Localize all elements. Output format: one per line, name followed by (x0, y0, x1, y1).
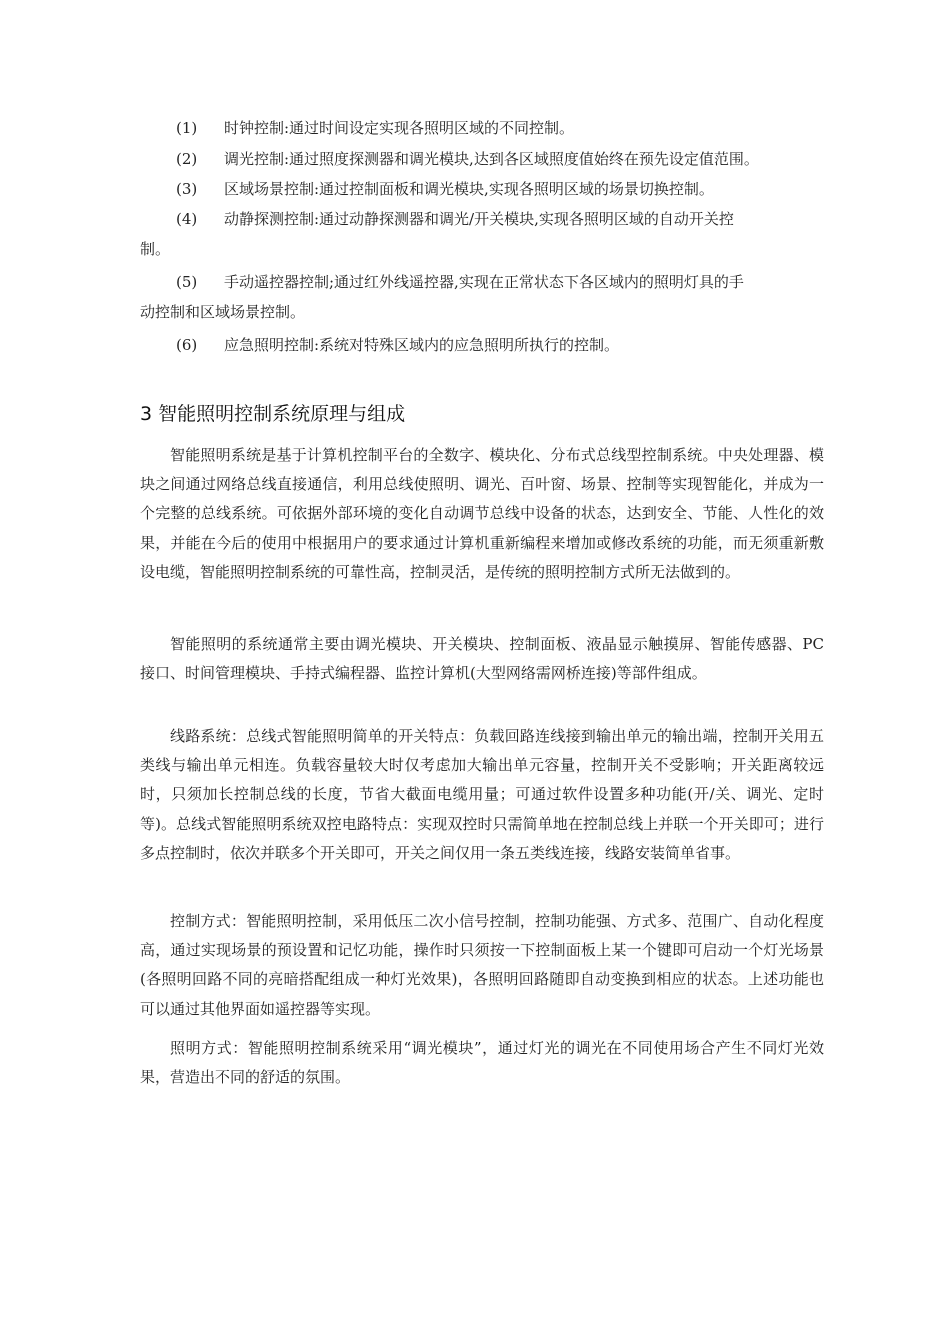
list-item-text: 时钟控制:通过时间设定实现各照明区域的不同控制。 (224, 119, 575, 137)
paragraph: 控制方式：智能照明控制，采用低压二次小信号控制，控制功能强、方式多、范围广、自动化程度高，通过实现场景的预设置和记忆功能，操作时只须按一下控制面板上某一个键即可启动一个灯光场景(各照明回路不同的亮暗搭配组成一种灯光效果)，各照明回路随即自动变换到相应的状态。上述功能也可以通过其他界面如遥控器等实现。 (140, 912, 824, 1018)
list-item (140, 112, 840, 144)
list-item (140, 203, 840, 265)
paragraph: 线路系统：总线式智能照明简单的开关特点：负载回路连线接到输出单元的输出端，控制开关用五类线与输出单元相连。负载容量较大时仅考虑加大输出单元容量，控制开关不受影响；开关距离较远时，只须加长控制总线的长度，节省大截面电缆用量；可通过软件设置多种功能(开/关、调光、定时等)。总线式智能照明系统双控电路特点：实现双控时只需简单地在控制总线上并联一个开关即可；进行多点控制时，依次并联多个开关即可，开关之间仅用一条五类线连接，线路安装简单省事。 (140, 727, 824, 862)
list-item (140, 143, 840, 175)
list-item-continuation: 动控制和区域场景控制。 (140, 303, 306, 321)
paragraph: 照明方式：智能照明控制系统采用“调光模块”，通过灯光的调光在不同使用场合产生不同灯光效果，营造出不同的舒适的氛围。 (140, 1039, 824, 1087)
list-item-number: (3) (176, 180, 198, 198)
list-item-text: 调光控制:通过照度探测器和调光模块,达到各区域照度值始终在预先设定值范围。 (224, 150, 759, 168)
list-item-text: 区域场景控制:通过控制面板和调光模块,实现各照明区域的场景切换控制。 (224, 180, 714, 198)
list-item-number: (4) (176, 210, 198, 228)
list-item-text: 应急照明控制:系统对特殊区域内的应急照明所执行的控制。 (224, 336, 620, 354)
list-item-text: 手动遥控器控制;通过红外线遥控器,实现在正常状态下各区域内的照明灯具的手 (224, 273, 744, 291)
paragraph: 智能照明系统是基于计算机控制平台的全数字、模块化、分布式总线型控制系统。中央处理器、模块之间通过网络总线直接通信，利用总线使照明、调光、百叶窗、场景、控制等实现智能化，并成为一个完整的总线系统。可依据外部环境的变化自动调节总线中设备的状态，达到安全、节能、人性化的效果，并能在今后的使用中根据用户的要求通过计算机重新编程来增加或修改系统的功能，而无须重新敷设电缆，智能照明控制系统的可靠性高，控制灵活，是传统的照明控制方式所无法做到的。 (140, 446, 824, 581)
paragraph: 智能照明的系统通常主要由调光模块、开关模块、控制面板、液晶显示触摸屏、智能传感器、PC 接口、时间管理模块、手持式编程器、监控计算机(大型网络需网桥连接)等部件组成。 (140, 635, 824, 683)
list-item (140, 173, 840, 205)
section-title: 3 智能照明控制系统原理与组成 (140, 403, 406, 425)
list-item-continuation: 制。 (140, 240, 171, 258)
list-item-number: (5) (176, 273, 198, 291)
list-item-number: (6) (176, 336, 198, 354)
list-item (140, 329, 840, 361)
list-item-text: 动静探测控制:通过动静探测器和调光/开关模块,实现各照明区域的自动开关控 (224, 210, 734, 228)
list-item-number: (1) (176, 119, 198, 137)
list-item-number: (2) (176, 150, 198, 168)
list-item (140, 266, 840, 328)
